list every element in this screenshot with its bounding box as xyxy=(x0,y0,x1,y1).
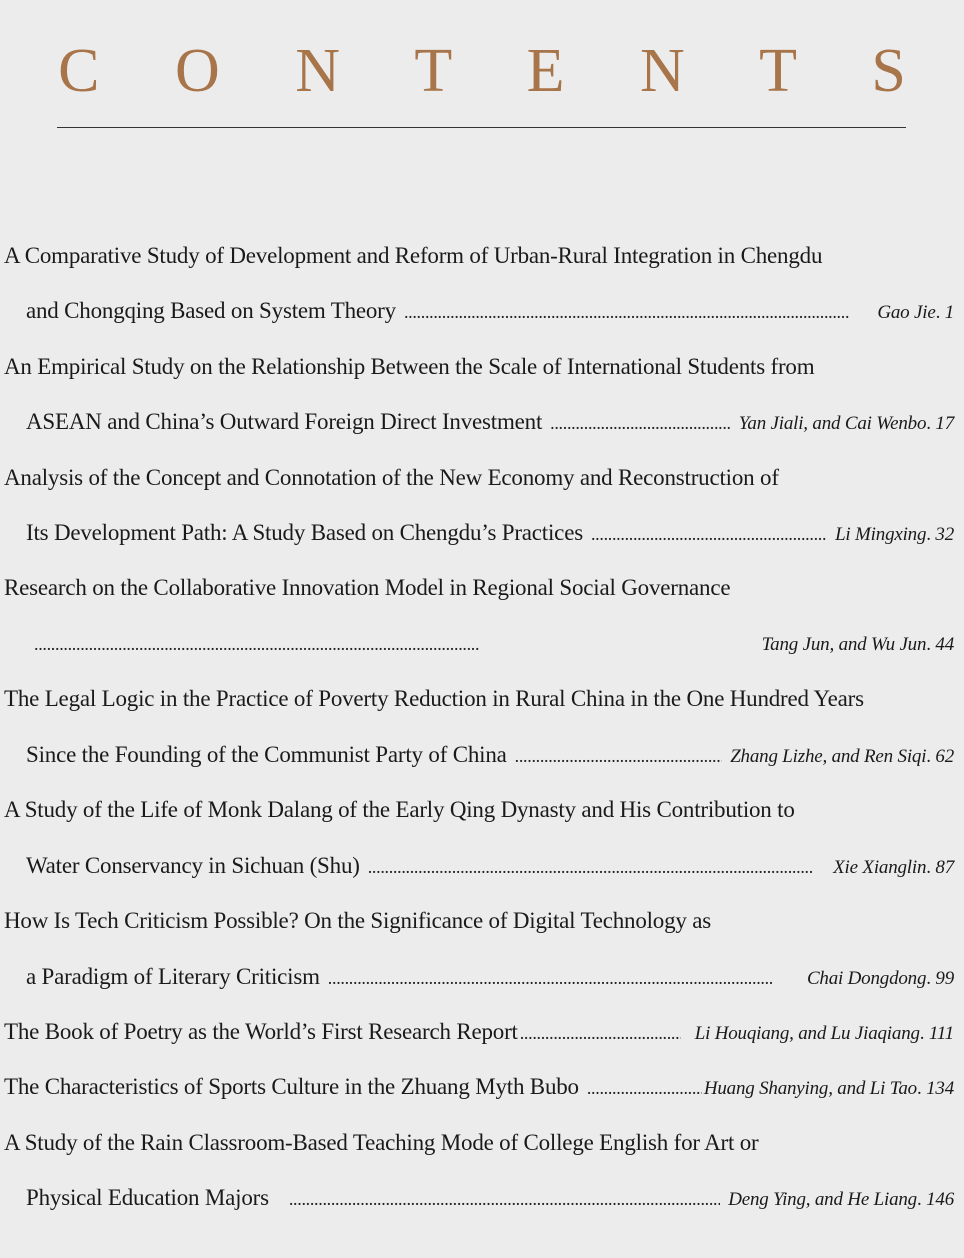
toc-entry-authors: Huang Shanying, and Li Tao xyxy=(703,1078,917,1099)
toc-entry-page: . 1 xyxy=(936,293,954,333)
dot-leader xyxy=(368,847,825,887)
toc-entry-title-cont: ASEAN and China’s Outward Foreign Direct Investment xyxy=(26,409,543,434)
toc-entry-title[interactable] xyxy=(0,1067,960,1107)
toc-entry-authors: Yan Jiali, and Cai Wenbo xyxy=(738,413,927,434)
toc-entry-title-cont: Since the Founding of the Communist Party of China xyxy=(26,742,507,767)
toc-entry-title-text: The Characteristics of Sports Culture in the Zhuang Myth Bubo xyxy=(4,1074,579,1099)
toc-entry-continuation[interactable] xyxy=(0,624,960,664)
toc-entry-authors: Li Houqiang, and Lu Jiaqiang xyxy=(694,1023,920,1044)
toc-entry-title-cont: Physical Education Majors xyxy=(26,1185,269,1210)
toc-entry-page: . 32 xyxy=(926,515,954,555)
toc-entry-continuation[interactable] xyxy=(0,735,960,775)
dot-leader xyxy=(520,1013,681,1053)
toc-entry-title[interactable]: Analysis of the Concept and Connotation of the New Economy and Reconstruction of xyxy=(4,465,779,490)
toc-entry-authors: Zhang Lizhe, and Ren Siqi xyxy=(730,746,927,767)
toc-entry-continuation[interactable] xyxy=(0,1178,960,1218)
toc-entry-page: . 87 xyxy=(926,848,954,888)
toc-entry-title[interactable]: A Comparative Study of Development and Reform of Urban-Rural Integration in Chengdu xyxy=(4,243,823,268)
toc-entry-title[interactable]: Research on the Collaborative Innovation Model in Regional Social Governance xyxy=(4,575,731,600)
toc-entry-continuation[interactable] xyxy=(0,957,960,997)
toc-entry-authors: Tang Jun, and Wu Jun xyxy=(761,634,927,655)
toc-entry-authors: Xie Xianglin xyxy=(833,857,927,878)
toc-entry-page: . 44 xyxy=(926,625,954,665)
toc-entry-authors: Li Mingxing xyxy=(835,524,927,545)
toc-entry-title-cont: a Paradigm of Literary Criticism xyxy=(26,964,320,989)
toc-entry-continuation[interactable] xyxy=(0,402,960,442)
toc-entry-title[interactable]: The Legal Logic in the Practice of Poverty Reduction in Rural China in the One Hundred Years xyxy=(4,686,864,711)
toc-entry-authors: Chai Dongdong xyxy=(806,968,927,989)
toc-entry-title[interactable]: A Study of the Life of Monk Dalang of the Early Qing Dynasty and His Contribution to xyxy=(4,797,795,822)
toc-entry-page: . 62 xyxy=(926,737,954,777)
dot-leader xyxy=(587,1068,702,1108)
heading-divider xyxy=(57,127,906,128)
toc-entry-title[interactable]: A Study of the Rain Classroom-Based Teaching Mode of College English for Art or xyxy=(4,1130,759,1155)
toc-entry-title-cont: Water Conservancy in Sichuan (Shu) xyxy=(26,853,360,878)
toc-entry-page: . 146 xyxy=(917,1180,954,1220)
toc-entry-title[interactable]: How Is Tech Criticism Possible? On the Significance of Digital Technology as xyxy=(4,908,712,933)
toc-entry-continuation[interactable] xyxy=(0,291,960,331)
toc-entry-page: . 17 xyxy=(926,404,954,444)
dot-leader xyxy=(515,736,723,776)
toc-entry-continuation[interactable] xyxy=(0,513,960,553)
dot-leader xyxy=(34,624,754,664)
toc-entry-title-text: The Book of Poetry as the World’s First Research Report xyxy=(4,1019,518,1044)
toc-entry-continuation[interactable] xyxy=(0,846,960,886)
toc-entry-authors: Deng Ying, and He Liang xyxy=(728,1189,917,1210)
contents-heading: C O N T E N T S xyxy=(58,37,936,105)
toc-entry-page: . 111 xyxy=(920,1014,954,1054)
toc-entry-title-cont: and Chongqing Based on System Theory xyxy=(26,298,396,323)
toc-entry-title[interactable]: An Empirical Study on the Relationship Between the Scale of International Students from xyxy=(4,354,815,379)
toc-entry-title[interactable] xyxy=(0,1012,960,1052)
dot-leader xyxy=(404,292,869,332)
toc-entry-page: . 99 xyxy=(926,959,954,999)
toc-entry-authors: Gao Jie xyxy=(877,302,936,323)
dot-leader xyxy=(591,514,827,554)
toc-entry-page: . 134 xyxy=(917,1069,954,1109)
dot-leader xyxy=(550,403,731,443)
dot-leader xyxy=(289,1179,720,1219)
dot-leader xyxy=(328,958,799,998)
toc-entry-title-cont: Its Development Path: A Study Based on Chengdu’s Practices xyxy=(26,520,583,545)
